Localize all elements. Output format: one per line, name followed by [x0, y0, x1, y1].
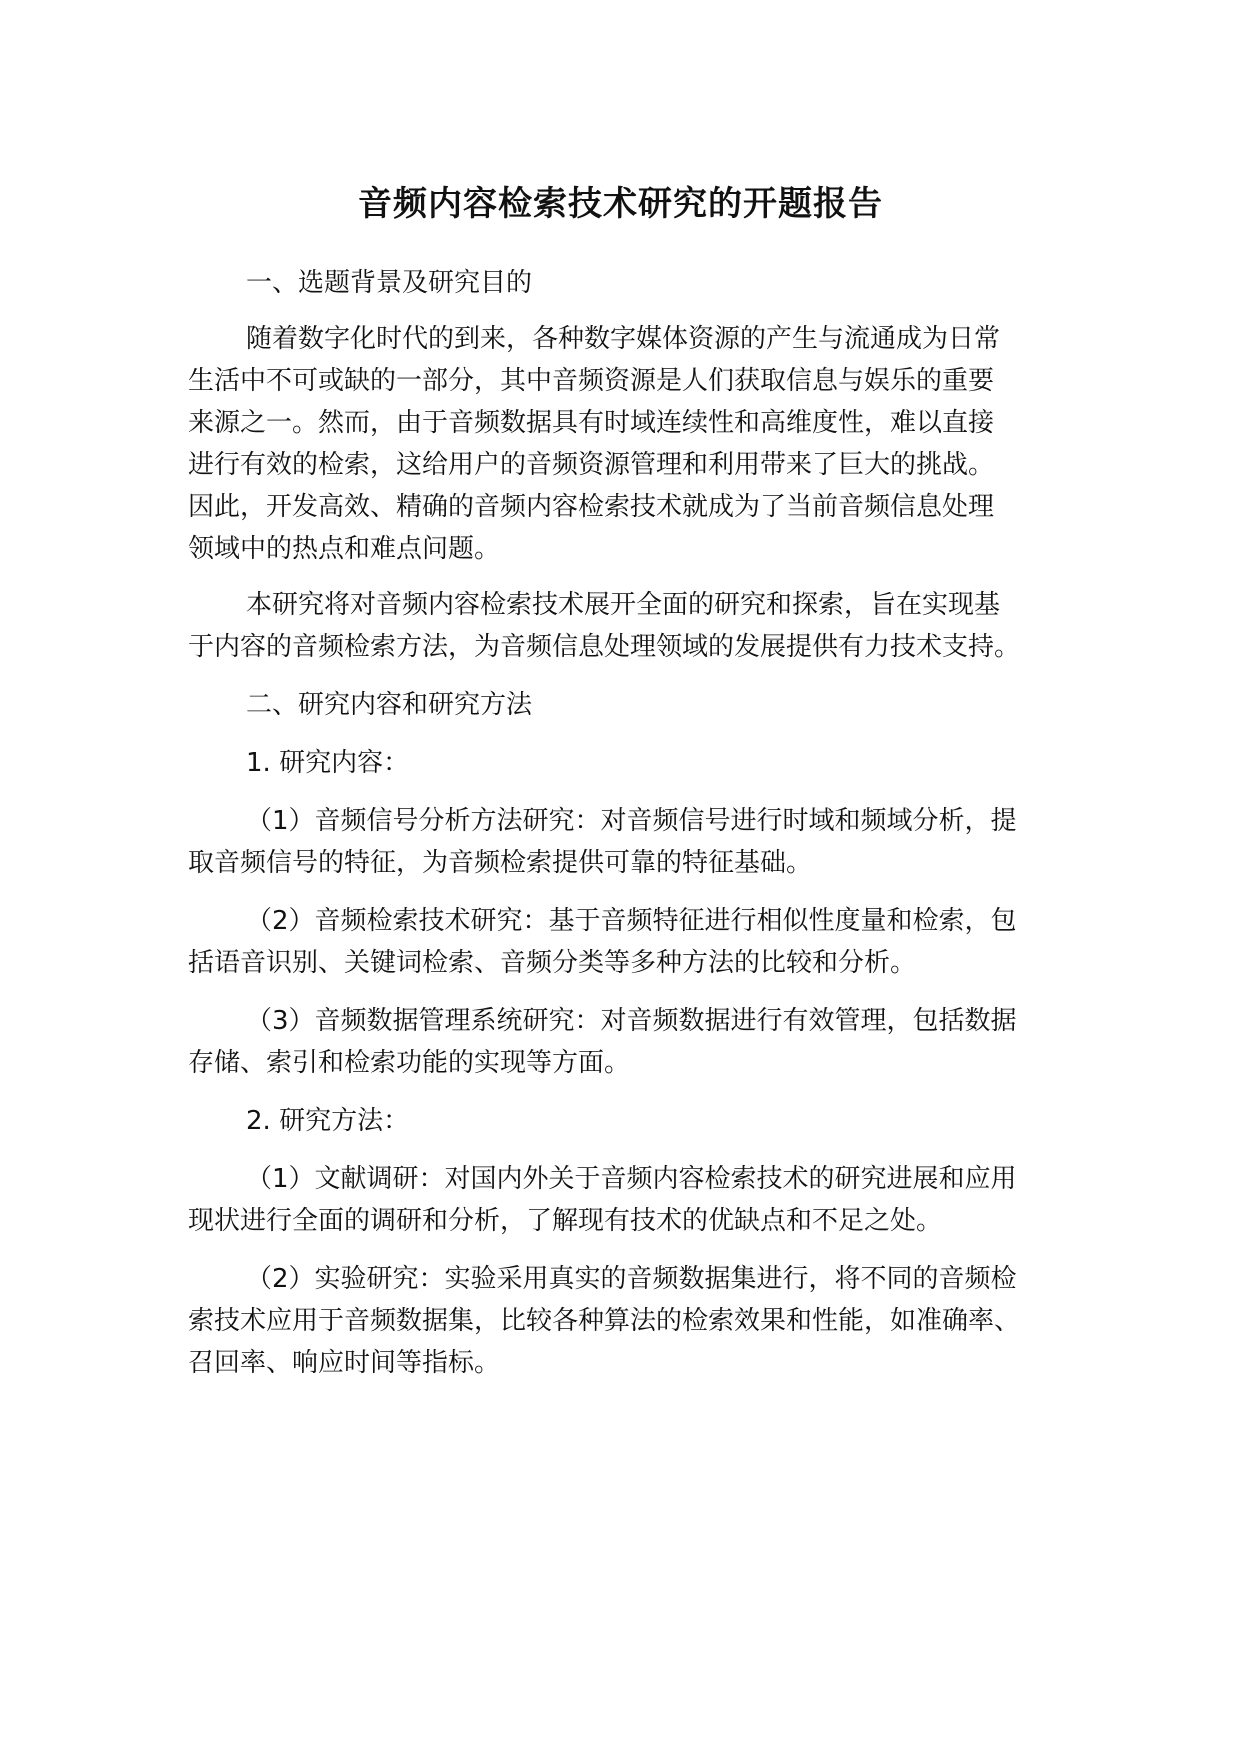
text-line: （1）音频信号分析方法研究：对音频信号进行时域和频域分析，提 — [246, 806, 1017, 836]
text-line: 领域中的热点和难点问题。 — [188, 534, 501, 564]
item-content-3 — [188, 1000, 1068, 1084]
document-title: 音频内容检索技术研究的开题报告 — [358, 184, 883, 224]
item-content-2 — [188, 900, 1068, 984]
text-line: 因此，开发高效、精确的音频内容检索技术就成为了当前音频信息处理 — [188, 492, 995, 522]
text-line: 进行有效的检索，这给用户的音频资源管理和利用带来了巨大的挑战。 — [188, 450, 995, 480]
text-line: 一、选题背景及研究目的 — [246, 268, 533, 298]
subheading-content — [188, 742, 1068, 784]
text-line: （1）文献调研：对国内外关于音频内容检索技术的研究进展和应用 — [246, 1164, 1017, 1194]
text-line: 生活中不可或缺的一部分，其中音频资源是人们获取信息与娱乐的重要 — [188, 366, 995, 396]
text-line: 取音频信号的特征，为音频检索提供可靠的特征基础。 — [188, 848, 813, 878]
text-line: 括语音识别、关键词检索、音频分类等多种方法的比较和分析。 — [188, 948, 917, 978]
text-line: 存储、索引和检索功能的实现等方面。 — [188, 1048, 631, 1078]
text-line: 2. 研究方法： — [246, 1106, 410, 1136]
text-line: （2）音频检索技术研究：基于音频特征进行相似性度量和检索，包 — [246, 906, 1017, 936]
text-line: （2）实验研究：实验采用真实的音频数据集进行，将不同的音频检 — [246, 1264, 1017, 1294]
item-content-1 — [188, 800, 1068, 884]
subheading-method — [188, 1100, 1068, 1142]
item-method-1 — [188, 1158, 1068, 1242]
paragraph-background — [188, 318, 1068, 570]
text-line: 于内容的音频检索方法，为音频信息处理领域的发展提供有力技术支持。 — [188, 632, 1021, 662]
paragraph-purpose — [188, 584, 1068, 668]
text-line: 二、研究内容和研究方法 — [246, 690, 533, 720]
text-line: 来源之一。然而，由于音频数据具有时域连续性和高维度性，难以直接 — [188, 408, 995, 438]
text-line: 1. 研究内容： — [246, 748, 410, 778]
text-line: 索技术应用于音频数据集，比较各种算法的检索效果和性能，如准确率、 — [188, 1306, 1021, 1336]
text-line: （3）音频数据管理系统研究：对音频数据进行有效管理，包括数据 — [246, 1006, 1017, 1036]
text-line: 召回率、响应时间等指标。 — [188, 1348, 501, 1378]
section-heading-2 — [188, 684, 1068, 726]
item-method-2 — [188, 1258, 1068, 1384]
text-line: 随着数字化时代的到来，各种数字媒体资源的产生与流通成为日常 — [246, 324, 1001, 354]
section-heading-1 — [188, 262, 1068, 304]
text-line: 本研究将对音频内容检索技术展开全面的研究和探索，旨在实现基 — [246, 590, 1001, 620]
text-line: 现状进行全面的调研和分析，了解现有技术的优缺点和不足之处。 — [188, 1206, 943, 1236]
